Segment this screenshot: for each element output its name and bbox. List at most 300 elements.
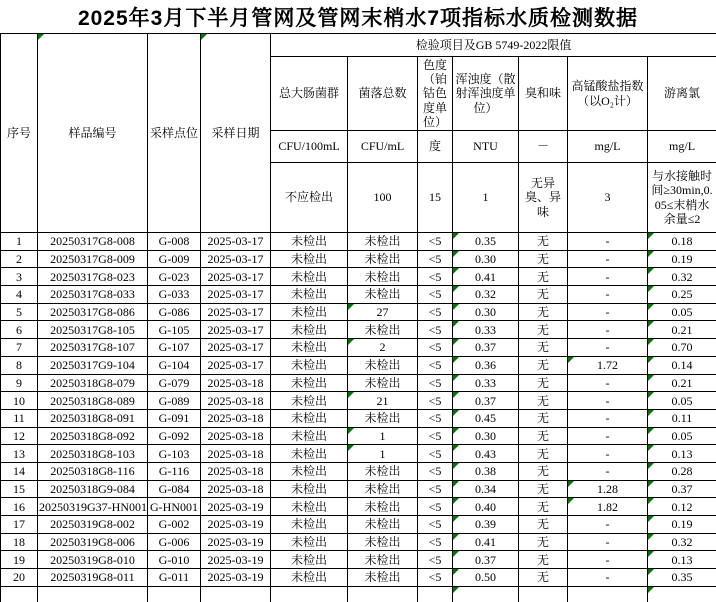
data-cell[interactable]: G-010: [148, 551, 201, 569]
data-cell[interactable]: 无: [519, 462, 568, 480]
stored-as-text-marker-icon: [568, 481, 574, 487]
data-cell[interactable]: 0.50: [453, 569, 519, 587]
data-cell[interactable]: 未检出: [348, 480, 418, 498]
data-cell[interactable]: 0.37: [453, 392, 519, 410]
data-cell[interactable]: [38, 586, 148, 602]
data-cell[interactable]: 无: [519, 356, 568, 374]
data-cell[interactable]: 未检出: [271, 569, 348, 587]
indicator-unit-cell[interactable]: －: [519, 131, 568, 163]
data-cell[interactable]: 0.12: [648, 498, 716, 516]
row-index-cell[interactable]: 17: [1, 516, 38, 534]
data-cell[interactable]: G-092: [148, 427, 201, 445]
stored-as-text-marker-icon: [648, 551, 654, 557]
data-cell[interactable]: 无: [519, 233, 568, 251]
data-cell[interactable]: 20250318G8-079: [38, 374, 148, 392]
data-cell[interactable]: 20250318G8-091: [38, 409, 148, 427]
data-cell[interactable]: -: [568, 268, 648, 286]
data-cell[interactable]: 2025-03-19: [201, 551, 271, 569]
group-header-limits[interactable]: 检验项目及GB 5749-2022限值: [271, 34, 716, 57]
data-cell[interactable]: 2025-03-17: [201, 321, 271, 339]
data-cell[interactable]: 未检出: [348, 321, 418, 339]
stored-as-text-marker-icon: [648, 357, 654, 363]
data-cell[interactable]: 2025-03-17: [201, 303, 271, 321]
data-cell[interactable]: 0.30: [453, 250, 519, 268]
data-cell[interactable]: <5: [418, 303, 453, 321]
data-cell[interactable]: <5: [418, 551, 453, 569]
row-index-cell[interactable]: 11: [1, 409, 38, 427]
table-row: [1, 409, 716, 427]
data-cell[interactable]: G-006: [148, 533, 201, 551]
data-cell[interactable]: 未检出: [348, 462, 418, 480]
data-cell[interactable]: 0.39: [453, 516, 519, 534]
data-cell[interactable]: 2025-03-18: [201, 409, 271, 427]
data-cell[interactable]: 1: [348, 427, 418, 445]
row-index-cell[interactable]: 7: [1, 339, 38, 357]
data-cell[interactable]: 无: [519, 339, 568, 357]
data-cell[interactable]: 未检出: [348, 516, 418, 534]
data-cell[interactable]: 0.70: [648, 339, 716, 357]
data-cell[interactable]: 0.37: [453, 339, 519, 357]
data-cell[interactable]: 0.13: [648, 551, 716, 569]
data-cell[interactable]: 未检出: [271, 533, 348, 551]
data-cell[interactable]: [1, 586, 38, 602]
data-cell[interactable]: 0.14: [648, 356, 716, 374]
data-cell[interactable]: 2025-03-18: [201, 480, 271, 498]
table-row: [1, 374, 716, 392]
data-cell[interactable]: 未检出: [348, 409, 418, 427]
data-cell[interactable]: 20250317G8-033: [38, 286, 148, 304]
stored-as-text-marker-icon: [38, 34, 44, 40]
row-index-cell[interactable]: 1: [1, 233, 38, 251]
stored-as-text-marker-icon: [348, 392, 354, 398]
indicator-unit-cell[interactable]: 度: [418, 131, 453, 163]
indicator-unit-cell[interactable]: NTU: [453, 131, 519, 163]
data-cell[interactable]: 1: [348, 445, 418, 463]
stored-as-text-marker-icon: [648, 392, 654, 398]
data-cell[interactable]: 0.41: [453, 533, 519, 551]
data-cell[interactable]: 20250319G37-HN001: [39, 499, 147, 514]
indicator-limit-cell[interactable]: 3: [568, 163, 648, 233]
row-index-cell[interactable]: 13: [1, 445, 38, 463]
data-cell[interactable]: 2025-03-17: [201, 339, 271, 357]
data-cell[interactable]: 无: [519, 409, 568, 427]
data-cell[interactable]: 未检出: [271, 268, 348, 286]
stored-as-text-marker-icon: [453, 233, 459, 239]
data-cell[interactable]: 2025-03-19: [201, 569, 271, 587]
data-cell[interactable]: 未检出: [271, 480, 348, 498]
data-cell[interactable]: <5: [418, 409, 453, 427]
data-cell[interactable]: [648, 586, 716, 602]
column-header-sample-id[interactable]: 样品编号: [38, 34, 148, 233]
data-cell[interactable]: 0.19: [648, 516, 716, 534]
data-cell[interactable]: -: [568, 551, 648, 569]
stored-as-text-marker-icon: [648, 498, 654, 504]
data-cell[interactable]: 0.43: [453, 445, 519, 463]
stored-as-text-marker-icon: [453, 534, 459, 540]
indicator-name-cell[interactable]: 游离氯: [648, 57, 716, 131]
data-cell[interactable]: 无: [519, 268, 568, 286]
data-cell[interactable]: 27: [348, 303, 418, 321]
row-index-cell[interactable]: 10: [1, 392, 38, 410]
data-cell[interactable]: 0.21: [648, 321, 716, 339]
stored-as-text-marker-icon: [348, 445, 354, 451]
data-cell[interactable]: 20250319G8-011: [38, 569, 148, 587]
data-cell[interactable]: 2025-03-17: [201, 250, 271, 268]
row-index-cell[interactable]: 5: [1, 303, 38, 321]
data-cell[interactable]: -: [568, 233, 648, 251]
data-cell[interactable]: 20250317G8-008: [38, 233, 148, 251]
data-cell[interactable]: 未检出: [348, 551, 418, 569]
data-cell[interactable]: 0.05: [648, 303, 716, 321]
stored-as-text-marker-icon: [648, 410, 654, 416]
data-cell[interactable]: 0.05: [648, 427, 716, 445]
data-cell[interactable]: <5: [418, 427, 453, 445]
data-cell[interactable]: 1.72: [568, 356, 648, 374]
data-cell[interactable]: 无: [519, 374, 568, 392]
table-row: [1, 462, 716, 480]
data-cell[interactable]: 0.37: [453, 551, 519, 569]
data-cell[interactable]: 20250317G9-104: [38, 356, 148, 374]
row-index-cell[interactable]: 14: [1, 462, 38, 480]
data-cell[interactable]: <5: [418, 268, 453, 286]
data-cell[interactable]: G-HN001: [148, 498, 201, 516]
stored-as-text-marker-icon: [648, 428, 654, 434]
data-cell[interactable]: -: [568, 445, 648, 463]
data-cell[interactable]: 未检出: [271, 374, 348, 392]
data-cell[interactable]: <5: [418, 480, 453, 498]
stored-as-text-marker-icon: [648, 587, 654, 593]
data-cell[interactable]: 20250318G8-089: [38, 392, 148, 410]
data-cell[interactable]: 0.05: [648, 392, 716, 410]
data-cell[interactable]: 1.28: [568, 480, 648, 498]
indicator-limit-cell[interactable]: 不应检出: [271, 163, 348, 233]
data-cell[interactable]: 无: [519, 569, 568, 587]
indicator-limit-cell[interactable]: 1: [453, 163, 519, 233]
stored-as-text-marker-icon: [453, 304, 459, 310]
stored-as-text-marker-icon: [348, 428, 354, 434]
data-cell[interactable]: 20250319G8-006: [38, 533, 148, 551]
data-cell[interactable]: G-104: [148, 356, 201, 374]
stored-as-text-marker-icon: [453, 463, 459, 469]
table-row: [1, 321, 716, 339]
data-cell[interactable]: G-089: [148, 392, 201, 410]
table-row: [1, 339, 716, 357]
indicator-name-cell[interactable]: 臭和味: [519, 57, 568, 131]
data-cell[interactable]: 未检出: [348, 250, 418, 268]
data-cell[interactable]: 20250317G8-023: [38, 268, 148, 286]
data-cell[interactable]: 0.36: [453, 356, 519, 374]
data-cell[interactable]: [418, 586, 453, 602]
data-cell[interactable]: -: [568, 250, 648, 268]
data-cell[interactable]: 0.45: [453, 409, 519, 427]
data-cell[interactable]: 20250317G8-009: [38, 250, 148, 268]
data-cell[interactable]: 未检出: [271, 303, 348, 321]
data-cell[interactable]: 未检出: [271, 286, 348, 304]
data-cell[interactable]: -: [568, 286, 648, 304]
data-cell[interactable]: 0.40: [453, 498, 519, 516]
data-cell[interactable]: G-002: [148, 516, 201, 534]
data-cell[interactable]: 未检出: [271, 233, 348, 251]
indicator-limit-cell[interactable]: 100: [348, 163, 418, 233]
row-index-cell[interactable]: 12: [1, 427, 38, 445]
data-cell[interactable]: 20250318G8-103: [38, 445, 148, 463]
data-cell[interactable]: [519, 586, 568, 602]
row-index-cell[interactable]: 8: [1, 356, 38, 374]
data-cell[interactable]: 无: [519, 250, 568, 268]
row-index-cell[interactable]: 15: [1, 480, 38, 498]
data-cell[interactable]: 20250317G8-107: [38, 339, 148, 357]
indicator-name-cell[interactable]: 浑浊度（散射浑浊度单位）: [453, 57, 519, 131]
data-cell[interactable]: 0.33: [453, 321, 519, 339]
data-cell[interactable]: [568, 586, 648, 602]
data-cell[interactable]: 20250319G8-010: [38, 551, 148, 569]
data-cell[interactable]: 2: [348, 339, 418, 357]
data-cell[interactable]: <5: [418, 533, 453, 551]
data-cell[interactable]: <5: [418, 286, 453, 304]
data-cell[interactable]: 2025-03-19: [201, 516, 271, 534]
row-index-cell[interactable]: 2: [1, 250, 38, 268]
data-cell[interactable]: 未检出: [348, 286, 418, 304]
table-row: [1, 516, 716, 534]
data-cell[interactable]: 20250318G9-084: [38, 480, 148, 498]
data-cell[interactable]: 无: [519, 427, 568, 445]
indicator-unit-cell[interactable]: mg/L: [568, 131, 648, 163]
data-cell[interactable]: -: [568, 339, 648, 357]
stored-as-text-marker-icon: [453, 445, 459, 451]
data-cell[interactable]: <5: [418, 498, 453, 516]
indicator-limit-cell[interactable]: 15: [418, 163, 453, 233]
stored-as-text-marker-icon: [568, 498, 574, 504]
table-row: [1, 569, 716, 587]
data-cell[interactable]: 0.32: [648, 268, 716, 286]
data-cell[interactable]: 0.41: [453, 268, 519, 286]
data-cell[interactable]: 20250317G8-086: [38, 303, 148, 321]
data-cell[interactable]: 0.35: [453, 233, 519, 251]
data-cell[interactable]: <5: [418, 356, 453, 374]
data-cell[interactable]: 0.32: [453, 286, 519, 304]
data-cell[interactable]: [271, 586, 348, 602]
data-cell[interactable]: <5: [418, 233, 453, 251]
indicator-unit-cell[interactable]: mg/L: [648, 131, 716, 163]
data-cell[interactable]: [201, 586, 271, 602]
row-index-cell[interactable]: 19: [1, 551, 38, 569]
data-cell[interactable]: 0.21: [648, 374, 716, 392]
data-cell[interactable]: 2025-03-19: [201, 533, 271, 551]
data-cell[interactable]: 未检出: [348, 569, 418, 587]
indicator-name-cell[interactable]: 菌落总数: [348, 57, 418, 131]
data-cell[interactable]: 2025-03-18: [201, 445, 271, 463]
data-cell[interactable]: 2025-03-17: [201, 286, 271, 304]
data-cell[interactable]: 未检出: [271, 321, 348, 339]
data-cell[interactable]: 未检出: [348, 533, 418, 551]
stored-as-text-marker-icon: [453, 569, 459, 575]
data-cell[interactable]: 未检出: [271, 498, 348, 516]
data-cell[interactable]: 0.18: [648, 233, 716, 251]
data-cell[interactable]: 未检出: [271, 392, 348, 410]
data-cell[interactable]: 0.28: [648, 462, 716, 480]
data-cell[interactable]: 0.32: [648, 533, 716, 551]
data-cell[interactable]: G-091: [148, 409, 201, 427]
data-cell[interactable]: 无: [519, 286, 568, 304]
data-cell[interactable]: 未检出: [271, 339, 348, 357]
data-cell[interactable]: 未检出: [271, 356, 348, 374]
row-index-cell[interactable]: 9: [1, 374, 38, 392]
data-cell[interactable]: 未检出: [348, 356, 418, 374]
data-cell[interactable]: G-011: [148, 569, 201, 587]
data-cell[interactable]: 无: [519, 498, 568, 516]
data-cell[interactable]: <5: [418, 250, 453, 268]
data-cell[interactable]: 无: [519, 551, 568, 569]
data-cell[interactable]: 无: [519, 516, 568, 534]
data-cell[interactable]: 无: [519, 303, 568, 321]
stored-as-text-marker-icon: [453, 410, 459, 416]
data-cell[interactable]: -: [568, 533, 648, 551]
data-cell[interactable]: G-033: [148, 286, 201, 304]
data-cell[interactable]: 0.35: [648, 569, 716, 587]
stored-as-text-marker-icon: [648, 445, 654, 451]
data-cell[interactable]: 未检出: [271, 445, 348, 463]
data-cell[interactable]: 20250318G8-116: [38, 462, 148, 480]
indicator-name-cell[interactable]: 色度（铂钴色度单位）: [418, 57, 453, 131]
stored-as-text-marker-icon: [453, 357, 459, 363]
data-cell[interactable]: <5: [418, 321, 453, 339]
data-cell[interactable]: <5: [418, 339, 453, 357]
data-cell[interactable]: 无: [519, 445, 568, 463]
table-row: [1, 427, 716, 445]
data-cell[interactable]: 未检出: [271, 551, 348, 569]
data-cell[interactable]: 2025-03-18: [201, 374, 271, 392]
indicator-unit-cell[interactable]: CFU/mL: [348, 131, 418, 163]
data-cell[interactable]: 未检出: [271, 250, 348, 268]
data-cell[interactable]: G-086: [148, 303, 201, 321]
data-cell[interactable]: 未检出: [271, 409, 348, 427]
data-cell[interactable]: G-008: [148, 233, 201, 251]
data-cell[interactable]: 0.30: [453, 427, 519, 445]
data-cell[interactable]: 1.82: [568, 498, 648, 516]
data-cell[interactable]: [148, 586, 201, 602]
data-cell[interactable]: 无: [519, 321, 568, 339]
data-cell[interactable]: -: [568, 569, 648, 587]
data-cell[interactable]: 20250318G8-092: [38, 427, 148, 445]
stored-as-text-marker-icon: [648, 534, 654, 540]
indicator-limit-cell[interactable]: 无异臭、异味: [519, 163, 568, 233]
data-cell[interactable]: 0.38: [453, 462, 519, 480]
data-cell[interactable]: 未检出: [271, 427, 348, 445]
data-cell[interactable]: -: [568, 303, 648, 321]
data-cell[interactable]: -: [568, 321, 648, 339]
data-cell[interactable]: 未检出: [348, 498, 418, 516]
data-cell[interactable]: G-105: [148, 321, 201, 339]
data-cell[interactable]: <5: [418, 516, 453, 534]
page-title[interactable]: 2025年3月下半月管网及管网末梢水7项指标水质检测数据: [0, 0, 716, 33]
row-index-cell[interactable]: 6: [1, 321, 38, 339]
data-cell[interactable]: 2025-03-17: [201, 233, 271, 251]
stored-as-text-marker-icon: [453, 516, 459, 522]
data-cell[interactable]: -: [568, 409, 648, 427]
row-index-cell[interactable]: 3: [1, 268, 38, 286]
stored-as-text-marker-icon: [348, 339, 354, 345]
row-index-cell[interactable]: 16: [1, 498, 38, 516]
data-cell[interactable]: <5: [418, 374, 453, 392]
row-index-cell[interactable]: 20: [1, 569, 38, 587]
data-cell[interactable]: [453, 586, 519, 602]
data-cell[interactable]: 0.30: [453, 303, 519, 321]
data-cell[interactable]: 0.13: [648, 445, 716, 463]
data-cell[interactable]: <5: [418, 462, 453, 480]
data-cell[interactable]: 2025-03-17: [201, 356, 271, 374]
data-cell[interactable]: 未检出: [348, 233, 418, 251]
data-cell[interactable]: G-084: [148, 480, 201, 498]
stored-as-text-marker-icon: [453, 339, 459, 345]
column-header-sampling-date[interactable]: 采样日期: [201, 34, 271, 233]
data-cell[interactable]: 2025-03-18: [201, 427, 271, 445]
data-cell[interactable]: 0.11: [648, 409, 716, 427]
data-cell[interactable]: 0.25: [648, 286, 716, 304]
data-cell[interactable]: G-009: [148, 250, 201, 268]
data-cell[interactable]: 无: [519, 392, 568, 410]
stored-as-text-marker-icon: [568, 357, 574, 363]
data-cell[interactable]: -: [568, 374, 648, 392]
indicator-unit-cell[interactable]: CFU/100mL: [271, 131, 348, 163]
data-cell[interactable]: -: [568, 462, 648, 480]
data-cell[interactable]: 无: [519, 480, 568, 498]
data-cell[interactable]: 2025-03-17: [201, 268, 271, 286]
data-cell[interactable]: <5: [418, 569, 453, 587]
data-cell[interactable]: <5: [418, 392, 453, 410]
stored-as-text-marker-icon: [453, 286, 459, 292]
row-index-cell[interactable]: 18: [1, 533, 38, 551]
stored-as-text-marker-icon: [648, 321, 654, 327]
data-cell[interactable]: 0.33: [453, 374, 519, 392]
data-cell[interactable]: [348, 586, 418, 602]
data-cell[interactable]: G-023: [148, 268, 201, 286]
data-cell[interactable]: 0.34: [453, 480, 519, 498]
data-cell[interactable]: -: [568, 516, 648, 534]
data-cell[interactable]: G-103: [148, 445, 201, 463]
indicator-limit-cell[interactable]: 与水接触时间≥30min,0.05≤末梢水余量≤2: [648, 163, 716, 233]
data-cell[interactable]: 0.19: [648, 250, 716, 268]
data-cell[interactable]: 2025-03-19: [201, 498, 271, 516]
data-cell[interactable]: 未检出: [348, 268, 418, 286]
data-cell[interactable]: G-079: [148, 374, 201, 392]
column-header-index[interactable]: 序号: [1, 34, 38, 233]
column-header-sampling-point[interactable]: 采样点位: [148, 34, 201, 233]
stored-as-text-marker-icon: [453, 551, 459, 557]
data-cell[interactable]: 未检出: [271, 516, 348, 534]
table-row-partial: [1, 586, 716, 602]
data-cell[interactable]: 未检出: [271, 462, 348, 480]
row-index-cell[interactable]: 4: [1, 286, 38, 304]
data-cell[interactable]: 2025-03-18: [201, 392, 271, 410]
data-cell[interactable]: <5: [418, 445, 453, 463]
data-cell[interactable]: G-107: [148, 339, 201, 357]
data-cell[interactable]: 2025-03-18: [201, 462, 271, 480]
data-cell[interactable]: G-116: [148, 462, 201, 480]
data-cell[interactable]: 未检出: [348, 374, 418, 392]
indicator-name-cell[interactable]: 高锰酸盐指数（以O₂计）: [568, 57, 648, 131]
data-cell[interactable]: 20250319G8-002: [38, 516, 148, 534]
data-cell[interactable]: 21: [348, 392, 418, 410]
stored-as-text-marker-icon: [453, 251, 459, 257]
data-cell[interactable]: -: [568, 392, 648, 410]
data-cell[interactable]: -: [568, 427, 648, 445]
data-cell[interactable]: 0.37: [648, 480, 716, 498]
data-cell[interactable]: 无: [519, 533, 568, 551]
indicator-name-cell[interactable]: 总大肠菌群: [271, 57, 348, 131]
table-row: [1, 233, 716, 251]
stored-as-text-marker-icon: [453, 428, 459, 434]
data-cell[interactable]: 20250317G8-105: [38, 321, 148, 339]
